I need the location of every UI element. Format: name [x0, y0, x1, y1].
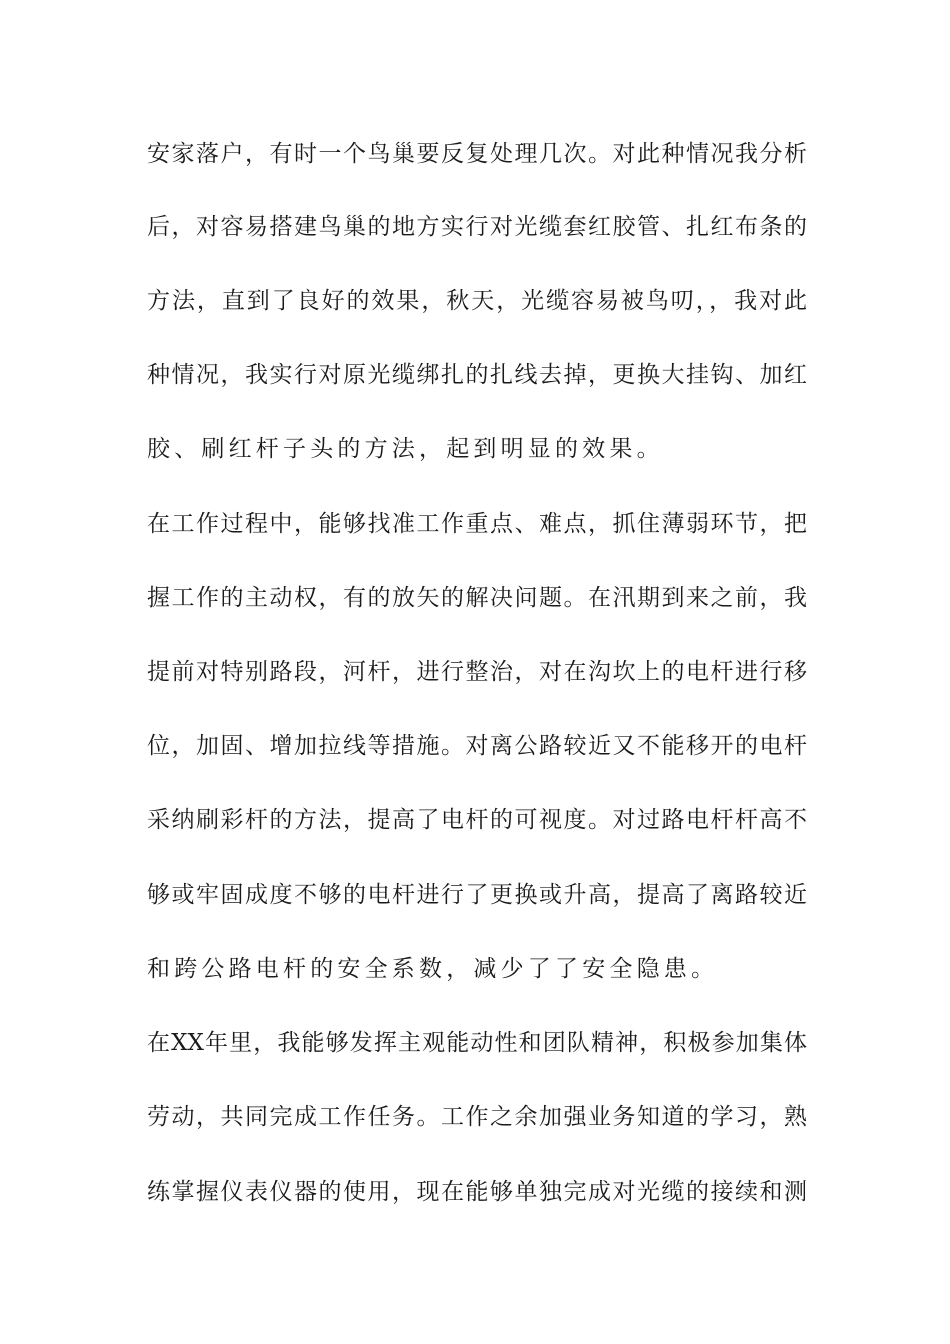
text-line: 位，加固、增加拉线等措施。对离公路较近又不能移开的电杆	[147, 733, 807, 759]
paragraph-end-line: 胶、刷红杆子头的方法，起到明显的效果。	[147, 436, 664, 462]
text-line: 练掌握仪表仪器的使用，现在能够单独完成对光缆的接续和测	[147, 1179, 807, 1205]
text-line: 采纳刷彩杆的方法，提高了电杆的可视度。对过路电杆杆高不	[147, 807, 807, 833]
text-line: 在XX年里，我能够发挥主观能动性和团队精神，积极参加集体	[147, 1030, 807, 1056]
text-line: 劳动，共同完成工作任务。工作之余加强业务知道的学习，熟	[147, 1104, 807, 1130]
text-line: 在工作过程中，能够找准工作重点、难点，抓住薄弱环节，把	[147, 511, 807, 537]
text-line: 种情况，我实行对原光缆绑扎的扎线去掉，更换大挂钩、加红	[147, 362, 807, 388]
text-line: 握工作的主动权，有的放矢的解决问题。在汛期到来之前，我	[147, 585, 807, 611]
paragraph-end-line: 和跨公路电杆的安全系数，减少了了安全隐患。	[147, 956, 719, 982]
text-line: 方法，直到了良好的效果，秋天，光缆容易被鸟叨，，我对此	[147, 288, 807, 314]
text-line: 后，对容易搭建鸟巢的地方实行对光缆套红胶管、扎红布条的	[147, 214, 807, 240]
text-line: 安家落户，有时一个鸟巢要反复处理几次。对此种情况我分析	[147, 141, 807, 167]
text-line: 够或牢固成度不够的电杆进行了更换或升高，提高了离路较近	[147, 882, 807, 908]
text-line: 提前对特别路段，河杆，进行整治，对在沟坎上的电杆进行移	[147, 659, 807, 685]
